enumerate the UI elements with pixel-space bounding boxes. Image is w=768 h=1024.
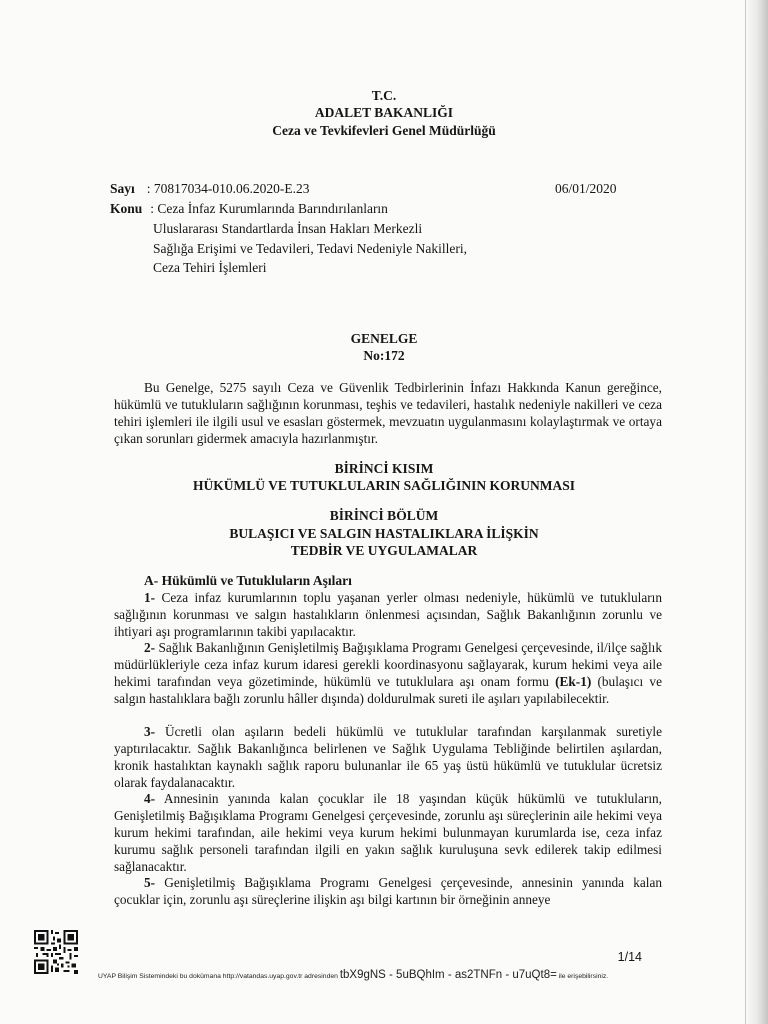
item-text: Ücretli olan aşıların bedeli hükümlü ve tutuklular tarafından karşılanmak suretiyle yaptırılacaktır. Sağlık Bakanlığınca belirlenen ve Sağlık Uygulama Tebliğinde belirtilen aşılardan, kronik hastalıktan kaynaklı sağlık raporu bulunanlar ile 65 yaş üstü hükümlü ve tutuklular ücretsiz olarak faydalanacaktır. [114,724,662,790]
item-number: 5- [144,875,156,890]
list-item [114,874,662,908]
genelge-number: No:172 [363,348,405,363]
intro-text: Bu Genelge, 5275 sayılı Ceza ve Güvenlik Tedbirlerinin İnfazı Hakkında Kanun gereğince, hükümlü ve tutukluların sağlığının korunması, teşhis ve tedavileri, hastalık nedeniyle nakilleri ve ceza tehiri işlemleri ile ilgili usul ve esasları göstermek, mevzuatın uygulanmasını kolaylaştırmak ve ortaya çıkan sorunları gidermek amacıyla hazırlanmıştır. [114,380,662,446]
footer-verification [98,969,678,981]
intro-paragraph [114,379,662,447]
item-text: Ceza infaz kurumlarının toplu yaşanan yerler olması nedeniyle, hükümlü ve tutukluların sağlığının korunması ve salgın hastalıkların önlenmesi açısından, Sağlık Bakanlığının zorunlu ve ihtiyari aşı programlarının takibi yapılacaktır. [114,590,663,639]
part-subheading: HÜKÜMLÜ VE TUTUKLULARIN SAĞLIĞININ KORUNMASI [192,478,576,493]
part-heading: BİRİNCİ KISIM [334,461,434,476]
konu-line: Ceza Tehiri İşlemleri [153,260,267,275]
chapter-heading: BİRİNCİ BÖLÜM [329,508,439,523]
konu-line: : Ceza İnfaz Kurumlarında Barındırılanların [150,201,388,216]
konu-label: Konu [110,201,143,216]
annex-reference: (Ek-1) [555,674,592,689]
item-number: 2- [144,640,156,655]
list-item [114,589,662,640]
header-tc: T.C. [371,88,397,103]
item-number: 4- [144,791,156,806]
konu-line: Uluslararası Standartlarda İnsan Hakları Merkezli [153,221,423,236]
sayi-row [110,179,310,199]
item-text: Annesinin yanında kalan çocuklar ile 18 yaşından küçük hükümlü ve tutukluların, Genişletilmiş Bağışıklama Programı Genelgesi çerçevesinde, zorunlu aşı süreçlerinin aile hekimi veya kurum hekimi tarafından, aile hekimi veya kurum hekimi bulunmayan kurumlarda ise, ceza infaz kurumu sağlık personeli tarafından ilgili en yakın sağlık kuruluşuna sevk edilerek takip edilmesi sağlanacaktır. [114,791,663,874]
konu-line: Sağlığa Erişimi ve Tedavileri, Tedavi Nedeniyle Nakilleri, [153,241,468,256]
qr-code-icon [34,930,78,974]
item-text: Sağlık Bakanlığının Genişletilmiş Bağışıklama Programı Genelgesi çerçevesinde, il/ilçe sağlık müdürlükleriyle ceza infaz kurum idaresi gerekli koordinasyonu sağlayarak, kurum hekimi veya aile hekimi tarafından veya gözetiminde, hükümlü ve tutuklulara aşı onam formu [114,640,662,689]
section-a-heading: A- Hükümlü ve Tutukluların Aşıları [144,573,352,588]
konu-row [110,199,388,219]
list-item [114,723,662,791]
item-text: (bulaşıcı ve salgın hastalıklara bağlı zorunlu hâller dışında) doldurulmak sureti ile aşıları yapılabilecektir. [114,674,662,706]
sayi-value: : 70817034-010.06.2020-E.23 [146,181,310,196]
genelge-title: GENELGE [350,331,418,346]
header-directorate: Ceza ve Tevkifevleri Genel Müdürlüğü [272,123,496,138]
list-item [114,790,662,875]
header-ministry: ADALET BAKANLIĞI [314,105,454,120]
chapter-subheading: TEDBİR VE UYGULAMALAR [290,543,478,558]
footer-prefix: UYAP Bilişim Sistemindeki bu dokümana http://vatandas.uyap.gov.tr adresinden [98,973,338,980]
list-item [114,639,662,707]
item-number: 1- [144,590,156,605]
verification-code: tbX9gNS - 5uBQhIm - as2TNFn - u7uQt8= [339,969,557,981]
page-number: 1/14 [617,950,642,964]
sayi-label: Sayı [110,181,135,196]
document-date: 06/01/2020 [555,181,617,196]
footer-suffix: ile erişebilirsiniz. [558,973,609,980]
chapter-subheading: BULAŞICI VE SALGIN HASTALIKLARA İLİŞKİN [229,526,539,541]
item-number: 3- [144,724,156,739]
item-text: Genişletilmiş Bağışıklama Programı Genelgesi çerçevesinde, annesinin yanında kalan çocuklar için, zorunlu aşı süreçlerine ilişkin aşı bilgi kartının bir örneğinin anneye [114,875,662,907]
